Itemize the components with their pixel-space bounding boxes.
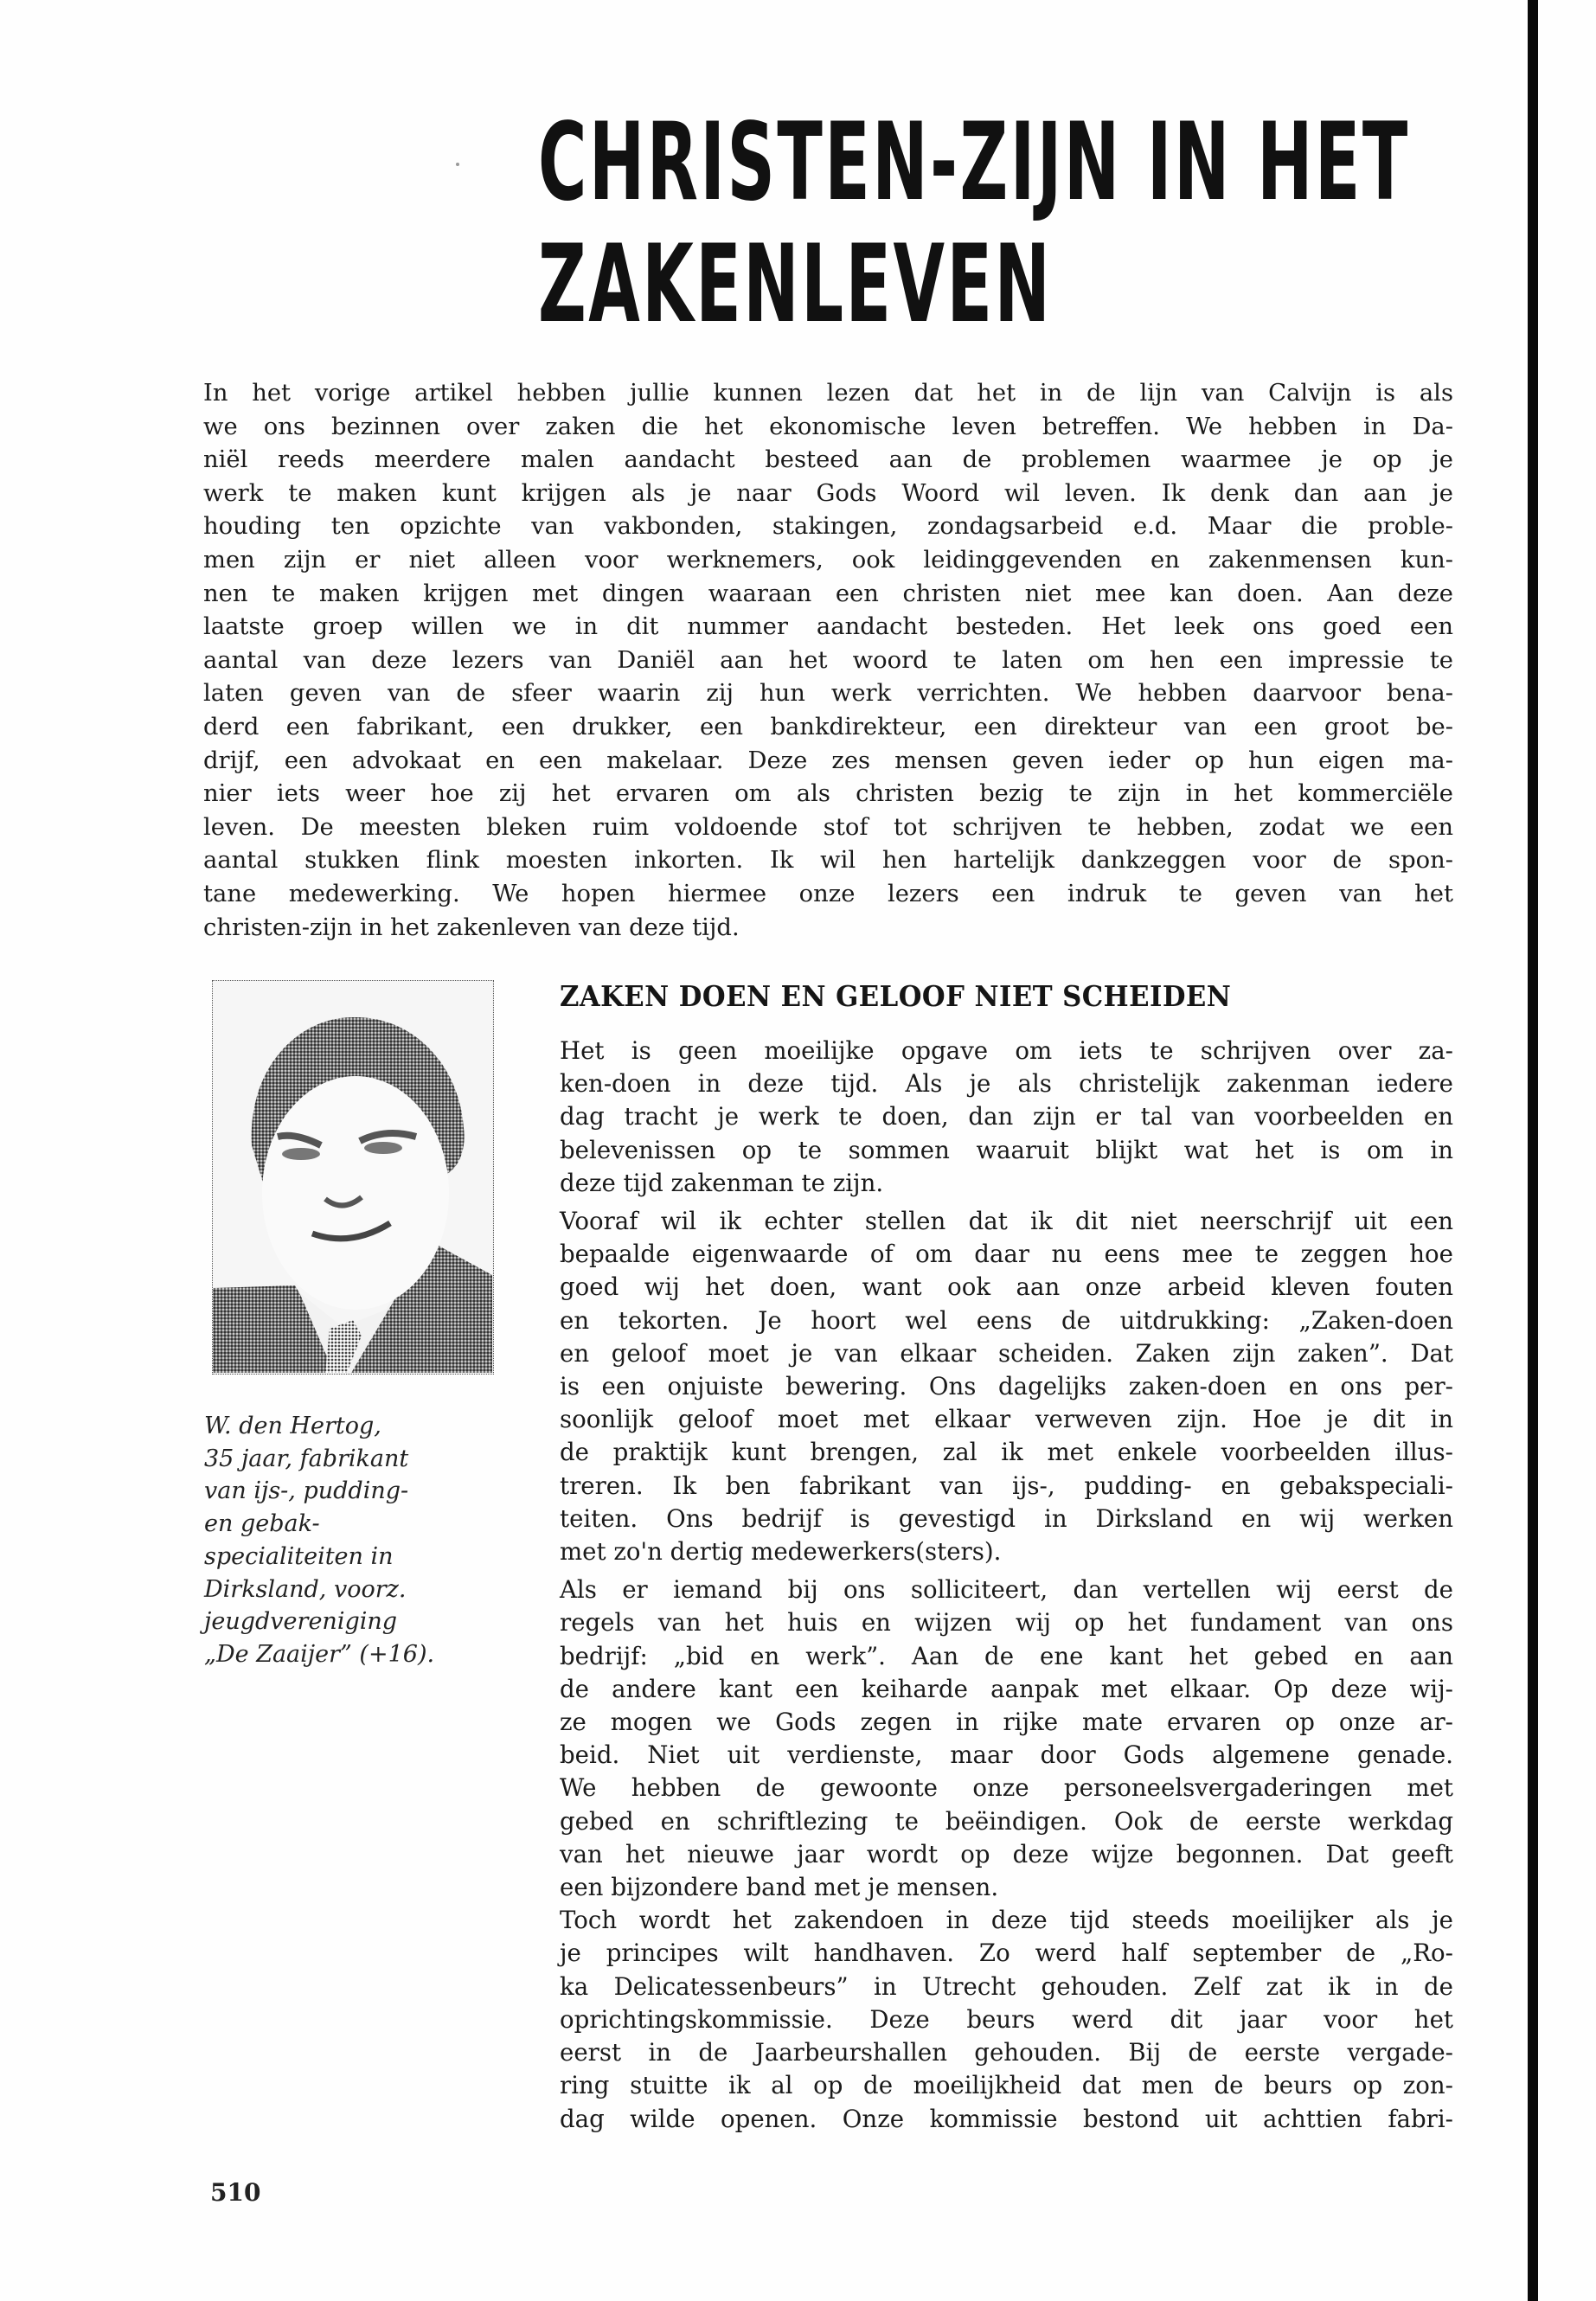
body-line: ken-doen in deze tijd. Als je als christelijk zakenman iedere (560, 1069, 1453, 1099)
body-line: ka Delicatessenbeurs” in Utrecht gehouden. Zelf zat ik in de (560, 1971, 1453, 2001)
photo-caption (204, 1410, 516, 1671)
caption-line: Dirksland, voorz. (204, 1575, 407, 1603)
intro-line: laten geven van de sfeer waarin zij hun werk verrichten. We hebben daarvoor bena- (203, 680, 1453, 708)
body-line: en tekorten. Je hoort wel eens de uitdrukking: „Zaken-doen (560, 1305, 1453, 1335)
caption-line: W. den Hertog, (204, 1413, 381, 1439)
body-line: goed wij het doen, want ook aan onze arbeid kleven fouten (560, 1272, 1453, 1302)
face (262, 1076, 449, 1310)
caption-line: 35 jaar, fabrikant (204, 1445, 409, 1472)
body-line: Toch wordt het zakendoen in deze tijd steeds moeilijker als je (560, 1906, 1453, 1935)
title-line-1: CHRISTEN-ZIJN IN HET (538, 100, 1410, 225)
body-line: Als er iemand bij ons solliciteert, dan vertellen wij eerst de (560, 1575, 1453, 1605)
intro-line: we ons bezinnen over zaken die het ekonomische leven betreffen. We hebben in Da- (203, 413, 1453, 440)
body-line: met zo'n dertig medewerkers(sters). (560, 1537, 1002, 1567)
intro-line: In het vorige artikel hebben jullie kunnen lezen dat het in de lijn van Calvijn is als (203, 380, 1453, 407)
intro-line: houding ten opzichte van vakbonden, stakingen, zondagsarbeid e.d. Maar die proble- (203, 513, 1453, 541)
intro-line: christen-zijn in het zakenleven van deze tijd. (203, 913, 740, 941)
intro-line: nen te maken krijgen met dingen waaraan een christen niet mee kan doen. Aan deze (203, 580, 1453, 607)
intro-line: drijf, een advokaat en een makelaar. Deze zes mensen geven ieder op hun eigen ma- (203, 747, 1453, 774)
body-line: deze tijd zakenman te zijn. (560, 1168, 884, 1197)
body-line: gebed en schriftlezing te beëindigen. Ook de eerste werkdag (560, 1806, 1453, 1836)
caption-line: van ijs-, pudding- (204, 1477, 409, 1505)
intro-line: laatste groep willen we in dit nummer aandacht besteden. Het leek ons goed een (203, 613, 1453, 641)
intro-line: leven. De meesten bleken ruim voldoende stof tot schrijven te hebben, zodat we een (203, 813, 1453, 841)
body-line: Het is geen moeilijke opgave om iets te schrijven over za- (560, 1036, 1453, 1065)
section-body (560, 1035, 1453, 2141)
body-line: de praktijk kunt brengen, zal ik met enkele voorbeelden illus- (560, 1438, 1453, 1467)
intro-line: derd een fabrikant, een drukker, een bankdirekteur, een direkteur van een groot be- (203, 713, 1453, 740)
body-line: eerst in de Jaarbeurshallen gehouden. Bij de eerste vergade- (560, 2038, 1453, 2067)
article-title (538, 102, 1410, 346)
body-line: oprichtingskommissie. Deze beurs werd dit jaar voor het (560, 2004, 1453, 2034)
print-speck (456, 163, 459, 166)
title-line-2: ZAKENLEVEN (538, 222, 1053, 347)
intro-line: men zijn er niet alleen voor werknemers, ook leidinggevenden en zakenmensen kun- (203, 546, 1453, 574)
body-line: van het nieuwe jaar wordt op deze wijze begonnen. Dat geeft (560, 1839, 1453, 1868)
body-line: beid. Niet uit verdienste, maar door Gods algemene genade. (560, 1740, 1453, 1770)
portrait-image (213, 981, 492, 1373)
body-paragraph (560, 1574, 1453, 1904)
body-line: soonlijk geloof moet met elkaar verweven zijn. Hoe je dit in (560, 1405, 1453, 1434)
body-line: belevenissen op te sommen waaruit blijkt wat het is om in (560, 1135, 1453, 1164)
body-line: Vooraf wil ik echter stellen dat ik dit niet neerschrijf uit een (560, 1207, 1453, 1236)
caption-line: en gebak- (204, 1510, 320, 1538)
caption-line: jeugdvereniging (204, 1608, 398, 1636)
intro-line: werk te maken kunt krijgen als je naar Gods Woord wil leven. Ik denk dan aan je (203, 479, 1453, 507)
caption-line: „De Zaaijer” (+16). (204, 1640, 435, 1668)
intro-line: aantal stukken flink moesten inkorten. Ik wil hen hartelijk dankzeggen voor de spon- (203, 847, 1453, 875)
body-line: dag wilde openen. Onze kommissie bestond uit achttien fabri- (560, 2104, 1453, 2133)
intro-line: aantal van deze lezers van Daniël aan het woord te laten om hen een impressie te (203, 646, 1453, 674)
body-line: een bijzondere band met je mensen. (560, 1873, 999, 1902)
body-line: teiten. Ons bedrijf is gevestigd in Dirksland en wij werken (560, 1503, 1453, 1533)
body-line: ze mogen we Gods zegen in rijke mate ervaren op onze ar- (560, 1708, 1453, 1737)
body-line: dag tracht je werk te doen, dan zijn er tal van voorbeelden en (560, 1102, 1453, 1131)
intro-paragraph (203, 377, 1453, 945)
body-line: bepaalde eigenwaarde of om daar nu eens mee te zeggen hoe (560, 1240, 1453, 1269)
body-line: en geloof moet je van elkaar scheiden. Zaken zijn zaken”. Dat (560, 1338, 1453, 1368)
body-line: treren. Ik ben fabrikant van ijs-, pudding- en gebakspeciali- (560, 1471, 1453, 1500)
section-heading: ZAKEN DOEN EN GELOOF NIET SCHEIDEN (560, 979, 1232, 1013)
body-paragraph (560, 1904, 1453, 2135)
body-line: bedrijf: „bid en werk”. Aan de ene kant het gebed en aan (560, 1641, 1453, 1670)
body-line: regels van het huis en wijzen wij op het fundament van ons (560, 1608, 1453, 1638)
body-line: ring stuitte ik al op de moeilijkheid dat men de beurs op zon- (560, 2071, 1453, 2100)
body-paragraph (560, 1035, 1453, 1200)
intro-line: tane medewerking. We hopen hiermee onze lezers een indruk te geven van het (203, 880, 1453, 907)
intro-line: nier iets weer hoe zij het ervaren om als christen bezig te zijn in het kommerciële (203, 780, 1453, 808)
intro-line: niël reeds meerdere malen aandacht besteed aan de problemen waarmee je op je (203, 446, 1453, 474)
body-paragraph (560, 1205, 1453, 1568)
body-line: is een onjuiste bewering. Ons dagelijks zaken-doen en ons per- (560, 1372, 1453, 1401)
body-line: We hebben de gewoonte onze personeelsvergaderingen met (560, 1773, 1453, 1803)
body-line: de andere kant een keiharde aanpak met elkaar. Op deze wij- (560, 1674, 1453, 1703)
caption-line: specialiteiten in (204, 1542, 394, 1570)
author-photo (212, 980, 494, 1375)
page-number: 510 (210, 2178, 261, 2207)
body-line: je principes wilt handhaven. Zo werd half september de „Ro- (560, 1939, 1453, 1968)
page-edge-bar (1528, 0, 1538, 2301)
